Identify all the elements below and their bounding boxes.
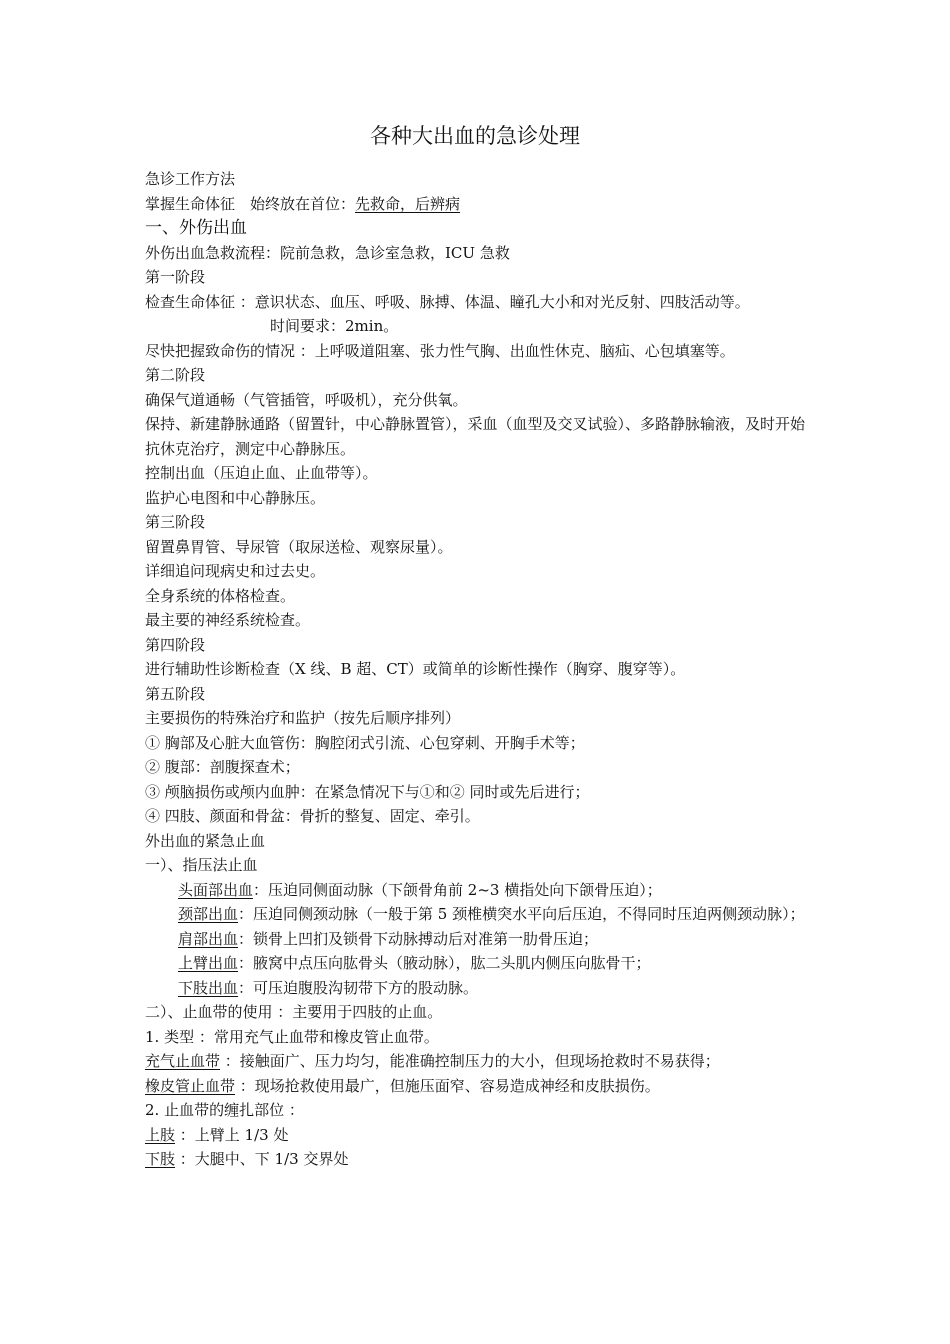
text-line	[145, 192, 815, 217]
text-line: 留置鼻胃管、导尿管（取尿送检、观察尿量）。	[145, 537, 453, 556]
text-line	[145, 1147, 815, 1172]
underlined-text: 下肢	[145, 1150, 176, 1168]
text-line: 检查生命体征 ：意识状态、血压、呼吸、脉搏、体温、瞳孔大小和对光反射、四肢活动等。	[145, 292, 750, 311]
text-line	[145, 878, 815, 903]
text-span: 掌握生命体征 始终放在首位：	[145, 194, 356, 213]
document-title: 各种大出血的急诊处理	[370, 124, 580, 148]
stage-heading: 第三阶段	[145, 513, 206, 531]
text-paragraph	[145, 902, 815, 927]
underlined-text: 颈部出血	[178, 905, 239, 923]
text-line: 2. 止血带的缠扎部位 ：	[145, 1101, 304, 1119]
text-line: 监护心电图和中心静脉压。	[145, 488, 326, 507]
text-line: 外伤出血急救流程：院前急救，急诊室急救，ICU 急救	[145, 243, 510, 262]
section-heading: 一、外伤出血	[145, 218, 247, 238]
underlined-text: 充气止血带	[145, 1052, 221, 1070]
underlined-text: 上肢	[145, 1125, 176, 1144]
list-item: ③ 颅脑损伤或颅内血肿：在紧急情况下与①和② 同时或先后进行；	[145, 782, 590, 801]
text-span: ：上臂上 1/3 处	[175, 1125, 289, 1144]
list-item: ④ 四肢、颜面和骨盆：骨折的整复、固定、牵引。	[145, 807, 480, 825]
text-line	[145, 1123, 815, 1148]
text-span: ：压迫同侧颈动脉（一般于第 5 颈椎横突水平向后压迫，不得同时压迫两侧颈动脉）；	[238, 905, 805, 923]
underlined-text: 肩部出血	[178, 929, 239, 948]
text-line	[145, 1049, 815, 1074]
underlined-text: 头面部出血	[178, 880, 254, 899]
text-line: 二）、止血带的使用 ：主要用于四肢的止血。	[145, 1003, 443, 1021]
text-line: 详细追问现病史和过去史。	[145, 562, 326, 580]
text-line: 确保气道通畅（气管插管，呼吸机），充分供氧。	[145, 390, 468, 409]
text-line: 全身系统的体格检查。	[145, 586, 296, 605]
text-line	[145, 951, 815, 976]
underlined-text: 先救命，后辨病	[355, 194, 461, 213]
stage-heading: 第四阶段	[145, 635, 206, 654]
text-line	[145, 1074, 815, 1099]
stage-heading: 第五阶段	[145, 684, 206, 703]
underlined-text: 橡皮管止血带	[145, 1076, 236, 1095]
text-line: 进行辅助性诊断检查（X 线、B 超、CT）或简单的诊断性操作（胸穿、腹穿等）。	[145, 660, 686, 678]
text-line: 时间要求：2min。	[270, 317, 399, 335]
list-item: ① 胸部及心脏大血管伤：胸腔闭式引流、心包穿刺、开胸手术等；	[145, 733, 585, 752]
text-span: ：锁骨上凹扪及锁骨下动脉搏动后对准第一肋骨压迫；	[238, 929, 599, 948]
text-line: 1. 类型 ：常用充气止血带和橡皮管止血带。	[145, 1027, 439, 1046]
stage-heading: 第二阶段	[145, 366, 206, 384]
text-line: 外出血的紧急止血	[145, 831, 266, 850]
text-line: 主要损伤的特殊治疗和监护（按先后顺序排列）	[145, 709, 461, 727]
text-span: ：大腿中、下 1/3 交界处	[175, 1150, 349, 1168]
underlined-text: 下肢出血	[178, 978, 239, 997]
document-body	[145, 167, 815, 1172]
text-line: 控制出血（压迫止血、止血带等）。	[145, 464, 378, 482]
text-span: ：现场抢救使用最广，但施压面窄、容易造成神经和皮肤损伤。	[235, 1076, 660, 1095]
text-span: ：压迫同侧面动脉（下颌骨角前 2~3 横指处向下颌骨压迫）；	[253, 880, 662, 899]
list-item: ② 腹部：剖腹探查术；	[145, 758, 300, 776]
text-span: ：接触面广、压力均匀，能准确控制压力的大小，但现场抢救时不易获得；	[220, 1052, 720, 1070]
text-paragraph: 保持、新建静脉通路（留置针，中心静脉置管），采血（血型及交叉试验）、多路静脉输液，及时开始抗休克治疗，测定中心静脉压。	[145, 415, 806, 458]
underlined-text: 上臂出血	[178, 954, 239, 972]
text-line: 尽快把握致命伤的情况 ：上呼吸道阻塞、张力性气胸、出血性休克、脑疝、心包填塞等。	[145, 341, 735, 360]
text-line: 最主要的神经系统检查。	[145, 611, 311, 629]
text-span: ：腋窝中点压向肱骨头（腋动脉），肱二头肌内侧压向肱骨干；	[238, 954, 651, 972]
text-span: ：可压迫腹股沟韧带下方的股动脉。	[238, 978, 479, 997]
text-line	[145, 976, 815, 1001]
stage-heading: 第一阶段	[145, 268, 206, 286]
text-line: 急诊工作方法	[145, 170, 236, 188]
text-line	[145, 927, 815, 952]
text-line: 一）、指压法止血	[145, 856, 258, 874]
